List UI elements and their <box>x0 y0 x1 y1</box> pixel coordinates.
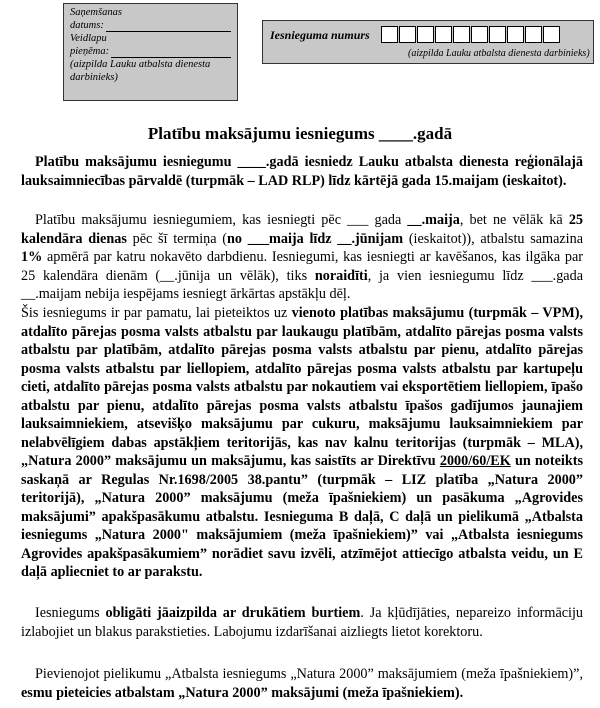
paragraph-natura-annex <box>21 665 583 702</box>
application-number-cells[interactable] <box>381 26 561 43</box>
receipt-info-box <box>63 3 238 101</box>
application-number-cell[interactable] <box>417 26 434 43</box>
accepted-by-field[interactable] <box>111 46 231 58</box>
p2-text-1: Platību maksājumu iesniegumiem, kas iesniegti pēc ___ gada <box>35 212 408 228</box>
p2-bold-2: 25 kalendāra dienas <box>21 212 583 247</box>
received-date-label: datums: <box>70 20 104 31</box>
application-number-cell[interactable] <box>381 26 398 43</box>
application-number-label: Iesnieguma numurs <box>270 28 370 42</box>
p5-text-1: Pievienojot pielikumu „Atbalsta iesniegums „Natura 2000” maksājumiem (meža īpašniekiem)”, <box>35 666 583 682</box>
p2-bold-1: __.maija <box>407 212 460 228</box>
p2-text-4: (ieskaitot)), atbalstu samazina <box>403 230 584 247</box>
directive-link[interactable]: 2000/60/EK <box>439 453 511 469</box>
application-number-cell[interactable] <box>507 26 524 43</box>
application-number-note: (aizpilda Lauku atbalsta dienesta darbinieks) <box>408 48 590 59</box>
p4-bold-1: obligāti jāaizpilda ar drukātiem burtiem <box>105 605 361 621</box>
application-number-cell[interactable] <box>453 26 470 43</box>
p3-bold-2: un noteikts saskaņā ar Regulas Nr.1698/2005 38.pantu” (turpmāk – LIZ platība „Natura 2000” teritorijā), „Natura 2000” maksājumu (meža īpašniekiem) un pasākuma „Agrovides maksājumi” apakšpasākumu atbalstu. Iesnieguma B daļā, C daļā un pielikumā „Atbalsta iesniegums „Natura 2000" maksājumiem (meža īpašniekiem)” vai „Atbalsta iesniegums Agrovides apakšpasākumiem” norādiet savu izvēli, atzīmējot attiecīgo atbalsta veidu, un E daļā apliecniet to ar parakstu. <box>21 453 583 580</box>
p3-bold-1: vienoto platības maksājumu (turpmāk – VPM), atdalīto pārejas posma valsts atbalstu par laukaugu platībām, atdalīto pārejas posma valsts atbalstu par platībām, atdalīto pārejas posma valsts atbalstu par pienu, atdalīto pārejas posma valsts atbalstu par liellopiem, atdalīto pārejas posma valsts atbalstu par kartupeļu cieti, atdalīto pārejas posma valsts atbalstu par nokautiem vai eksportētiem liellopiem, īpašo atbalstu par pienu, atdalīto pārejas posma valsts atbalstu īpašos gadījumos jaunajiem lauksaimniekiem, atsevišķo maksājumu par cukuru, maksājumu lauksaimniekiem par nelabvēlīgiem dabas apstākļiem teritorijās, kas nav kalnu teritorijas (turpmāk – MLA), „Natura 2000” maksājumu un maksājumu, kas saistīts ar Direktīvu <box>21 305 583 469</box>
p5-bold-1: esmu pieteicies atbalstam „Natura 2000” maksājumi (meža īpašniekiem). <box>21 684 464 701</box>
application-number-cell[interactable] <box>435 26 452 43</box>
p2-bold-4: 1% <box>21 249 43 265</box>
p2-text-6: , ja vien iesniegumu līdz ___.gada __.maijam nebija iespējams iesniegt ārkārtas apstākļu dēļ. <box>21 267 583 302</box>
receipt-note-line1: (aizpilda Lauku atbalsta dienesta <box>70 59 211 70</box>
receipt-note-line2: darbinieks) <box>70 72 118 83</box>
p4-text-2: . Ja kļūdījāties, nepareizo informāciju izlabojiet un blakus parakstieties. Labojumu izdarīšanai aizliegts lietot korektoru. <box>21 605 584 640</box>
p3-text-1: Šis iesniegums ir par pamatu, lai pieteiktos uz <box>21 305 292 321</box>
application-number-box <box>262 20 594 64</box>
p2-bold-5: noraidīti <box>314 267 368 284</box>
p2-bold-3: no ___maija līdz __.jūnijam <box>227 230 404 247</box>
paragraph-deadline: Platību maksājumu iesniegumu ____.gadā iesniedz Lauku atbalsta dienesta reģionālajā lauksaimniecības pārvaldē (turpmāk – LAD RLP) līdz kārtējā gada 15.maijam (ieskaitot). <box>21 154 583 189</box>
application-number-cell[interactable] <box>489 26 506 43</box>
received-label: Saņemšanas <box>70 7 122 18</box>
application-number-cell[interactable] <box>543 26 560 43</box>
p2-text-5: apmērā par katru nokavēto darbdienu. Iesniegumi, kas iesniegti ar kavēšanos, kas ilgāka par 25 kalendāra dienām (__.jūnija un vēlāk), tiks <box>21 249 583 284</box>
received-date-field[interactable] <box>106 20 231 32</box>
paragraph-fill-instructions <box>21 604 583 641</box>
paragraph-late-submission <box>21 211 583 304</box>
p4-text-1: Iesniegums <box>35 605 106 621</box>
document-title: Platību maksājumu iesniegums ____.gadā <box>147 124 453 143</box>
form-label: Veidlapu <box>70 33 107 44</box>
paragraph-support-types <box>21 304 583 582</box>
p2-text-3: pēc šī termiņa ( <box>126 230 228 247</box>
application-number-cell[interactable] <box>525 26 542 43</box>
p2-text-2: , bet ne vēlāk kā <box>459 212 569 228</box>
accepted-by-line <box>70 45 231 58</box>
application-number-cell[interactable] <box>471 26 488 43</box>
received-date-line <box>70 19 231 32</box>
application-number-cell[interactable] <box>399 26 416 43</box>
accepted-by-label: pieņēma: <box>70 46 110 57</box>
